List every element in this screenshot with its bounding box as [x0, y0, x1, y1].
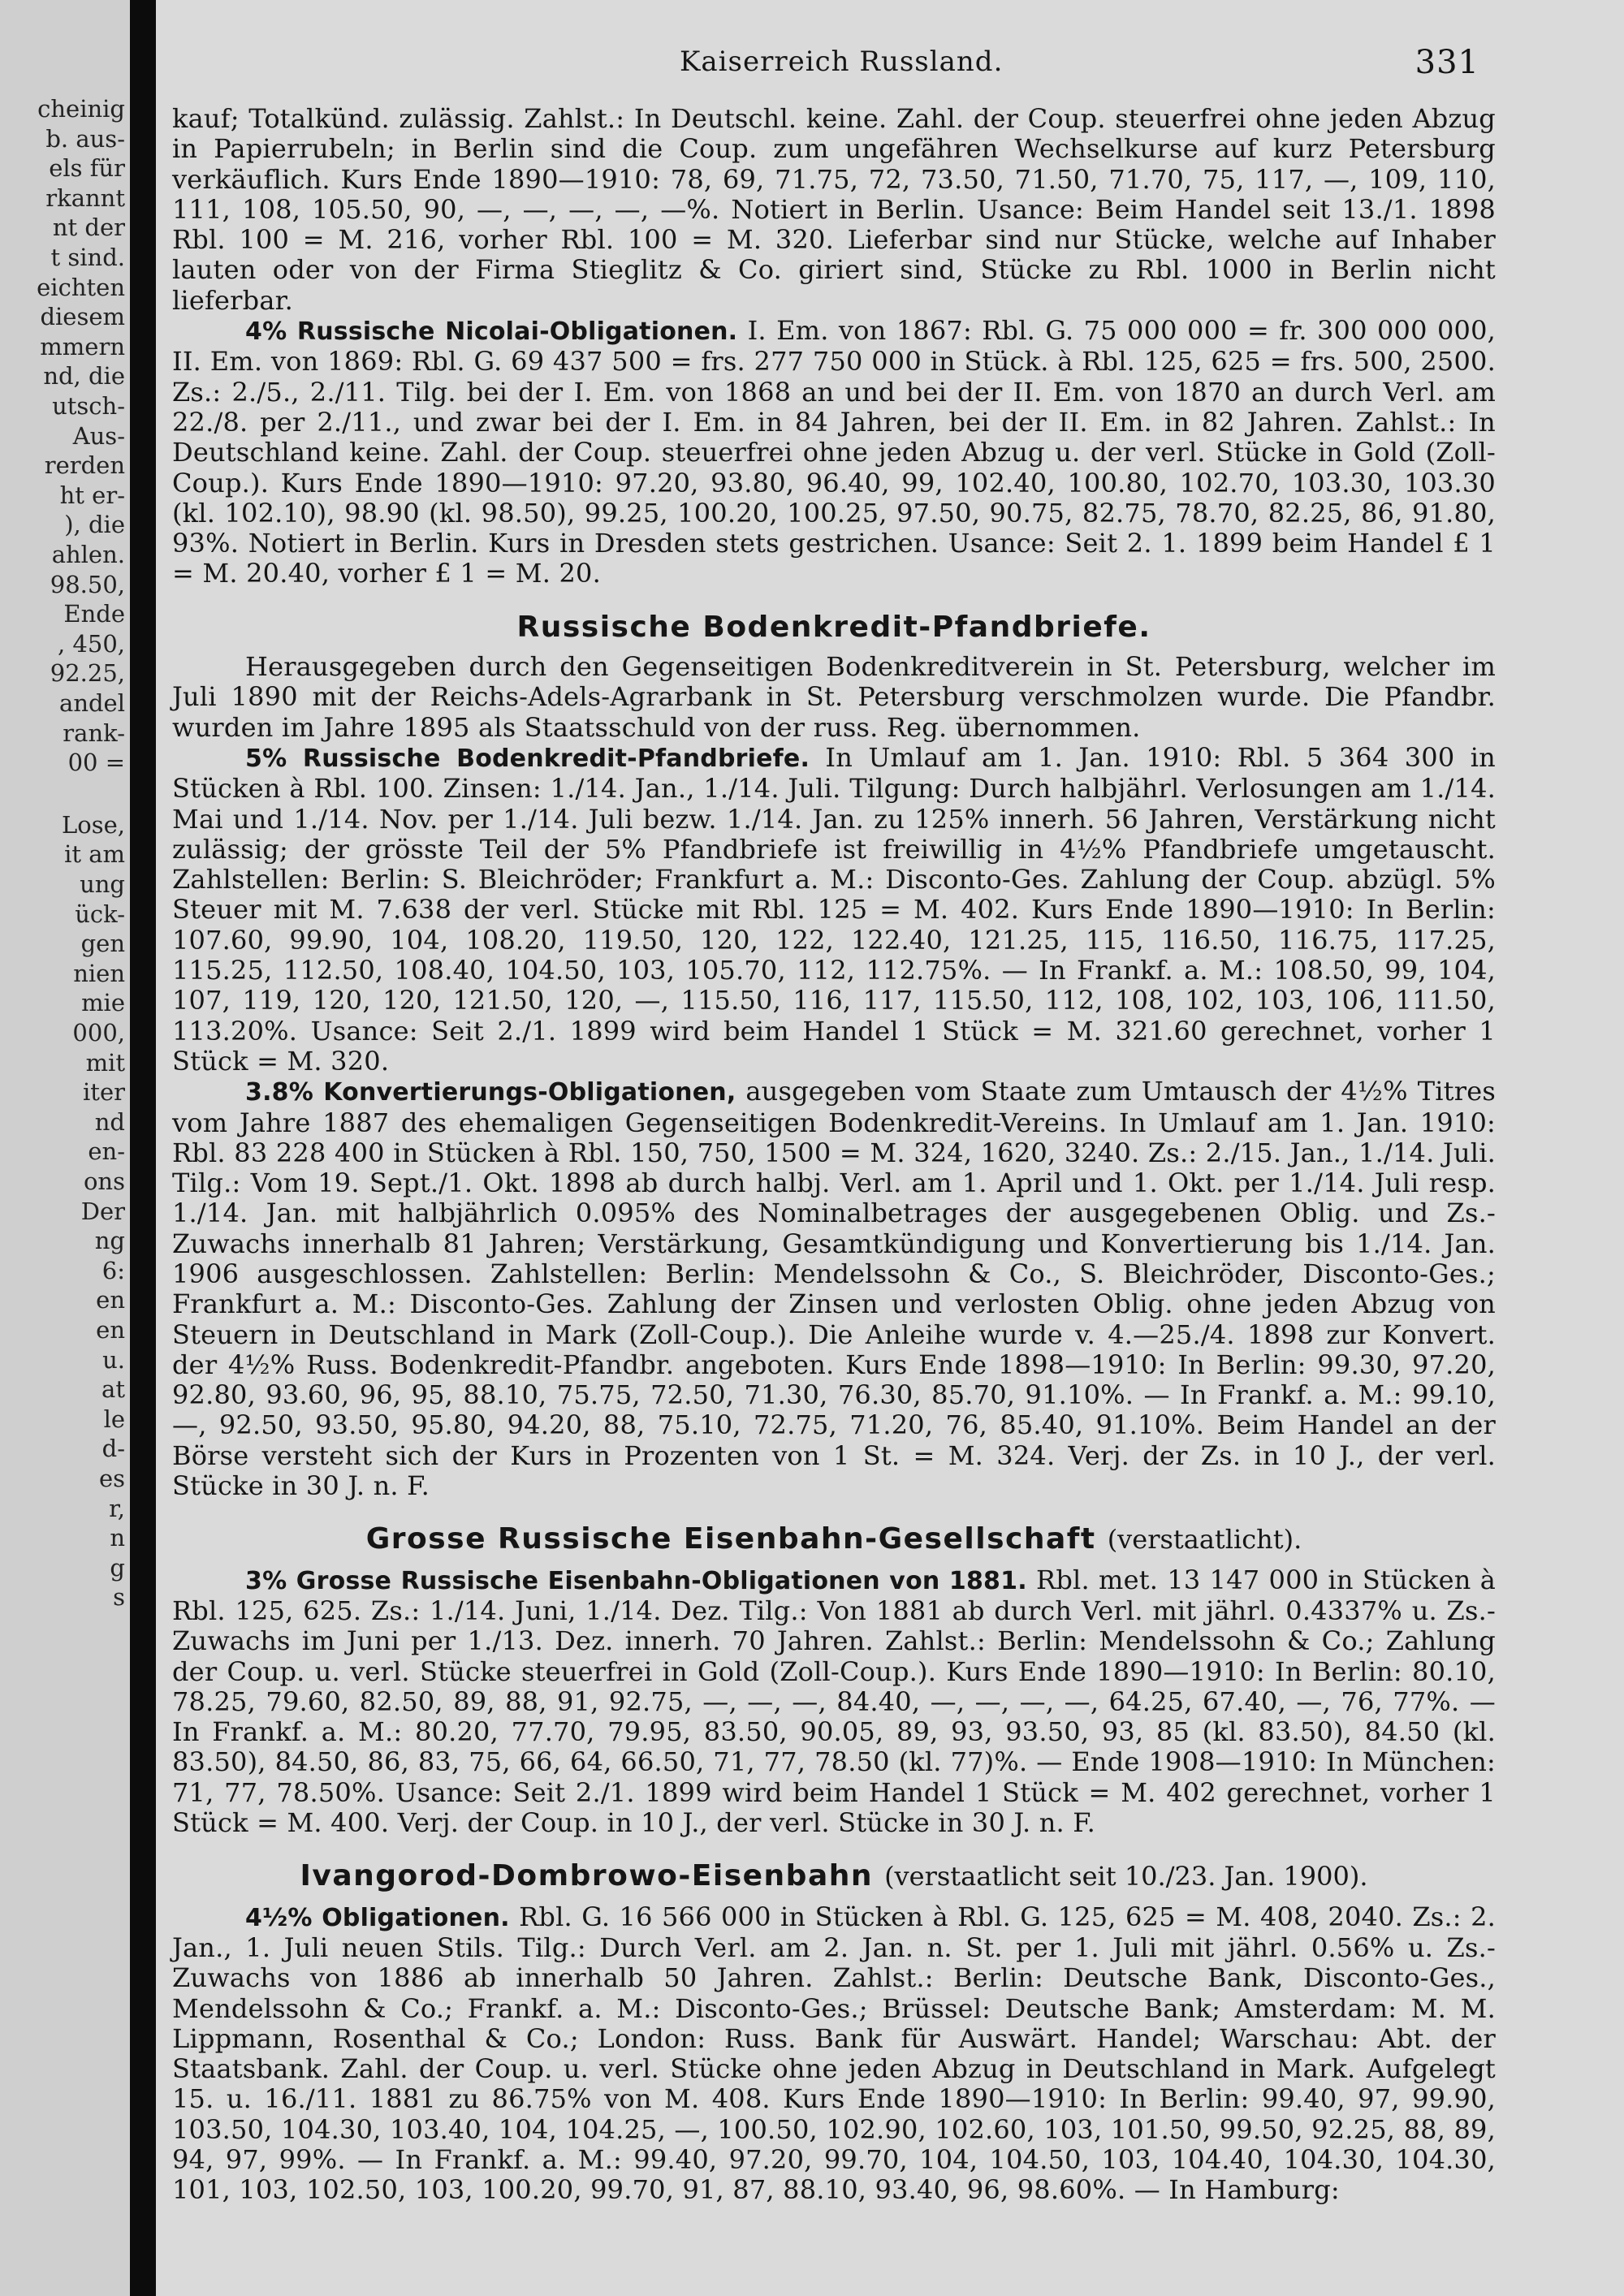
facing-page-fragment: rank-	[63, 719, 125, 747]
paragraph-konvertierungs-obligationen	[172, 1077, 1496, 1501]
facing-page-fragment: eichten	[37, 273, 125, 301]
entry-lead: 4% Russische Nicolai-Obligationen.	[245, 317, 738, 347]
facing-page-fragment: Aus-	[72, 421, 125, 450]
heading-note: (verstaatlicht seit 10./23. Jan. 1900).	[884, 1861, 1368, 1892]
entry-body: I. Em. von 1867: Rbl. G. 75 000 000 = fr. 300 000 000, II. Em. von 1869: Rbl. G. 69 437 500 = frs. 277 750 000 in Stück. à Rbl. 125, 625 = frs. 500, 2500. Zs.: 2./5., 2./11. Tilg. bei der I. Em. von 1868 an und bei der II. Em. von 1870 an durch Verl. am 22./8. per 2./11., und zwar bei der I. Em. in 84 Jahren, bei der II. Em. in 82 Jahren. Zahlst.: In Deutschland keine. Zahl. der Coup. steuerfrei ohne jeden Abzug u. der verl. Stücke in Gold (Zoll-Coup.). Kurs Ende 1890—1910: 97.20, 93.80, 96.40, 99, 102.40, 100.80, 102.70, 103.30, 103.30 (kl. 102.10), 98.90 (kl. 98.50), 99.25, 100.20, 100.25, 97.50, 90.75, 82.75, 78.70, 82.25, 86, 91.80, 93%. Notiert in Berlin. Kurs in Dresden stets gestrichen. Usance: Seit 2. 1. 1899 beim Handel £ 1 = M. 20.40, vorher £ 1 = M. 20.	[172, 315, 1497, 589]
paragraph-ivangorod-obligationen	[172, 1902, 1496, 2206]
book-page	[156, 0, 1624, 2296]
facing-page-fragment: g	[110, 1553, 125, 1582]
page-number: 331	[1415, 44, 1479, 81]
facing-page-fragment: ahlen.	[51, 541, 125, 568]
facing-page-fragment: b. aus-	[45, 124, 125, 153]
facing-page-fragment: els für	[49, 154, 125, 183]
heading-text: Ivangorod-Dombrowo-Eisenbahn	[300, 1859, 874, 1893]
section-heading-bodenkredit: Russische Bodenkredit-Pfandbriefe.	[516, 610, 1151, 644]
facing-page-fragment: en	[96, 1316, 125, 1344]
facing-page-fragment: 00 =	[67, 749, 125, 777]
entry-lead: 3% Grosse Russische Eisenbahn-Obligationen von 1881.	[245, 1566, 1027, 1595]
facing-page-fragment: it am	[64, 840, 125, 869]
facing-page-fragment: ng	[94, 1227, 125, 1255]
facing-page-fragment: en-	[88, 1137, 125, 1166]
facing-page-fragment: ung	[80, 870, 125, 898]
facing-page-fragment: 000,	[72, 1019, 125, 1047]
facing-page-fragment: utsch-	[52, 392, 125, 420]
facing-page-edge	[0, 0, 130, 2296]
page-content	[172, 104, 1496, 2206]
paragraph-continued: kauf; Totalkünd. zulässig. Zahlst.: In Deutschl. keine. Zahl. der Coup. steuerfrei ohne jeden Abzug in Papierrubeln; in Berlin sind die Coup. zum ungefähren Wechselkurse auf kurz Petersburg verkäuflich. Kurs Ende 1890—1910: 78, 69, 71.75, 72, 73.50, 71.50, 71.70, 75, 117, —, 109, 110, 111, 108, 105.50, 90, —, —, —, —, —%. Notiert in Berlin. Usance: Beim Handel seit 13./1. 1898 Rbl. 100 = M. 216, vorher Rbl. 100 = M. 320. Lieferbar sind nur Stücke, welche auf Inhaber lauten oder von der Firma Stieglitz & Co. giriert sind, Stücke zu Rbl. 1000 in Berlin nicht lieferbar.	[172, 103, 1496, 316]
facing-page-fragment: r,	[109, 1494, 125, 1522]
entry-lead: 4½% Obligationen.	[245, 1903, 510, 1932]
facing-page-fragment: ), die	[64, 511, 125, 539]
facing-page-fragment: rerden	[44, 451, 125, 480]
facing-page-fragment: u.	[102, 1345, 125, 1374]
entry-body: Rbl. met. 13 147 000 in Stücken à Rbl. 125, 625. Zs.: 1./14. Juni, 1./14. Dez. Tilg.: Von 1881 ab durch Verl. mit jährl. 0.4337% u. Zs.-Zuwachs im Juni per 1./13. Dez. innerh. 70 Jahren. Zahlst.: Berlin: Mendelssohn & Co.; Zahlung der Coup. u. verl. Stücke steuerfrei in Gold (Zoll-Coup.). Kurs Ende 1890—1910: In Berlin: 80.10, 78.25, 79.60, 82.50, 89, 88, 91, 92.75, —, —, —, 84.40, —, —, —, —, 64.25, 67.40, —, 76, 77%. — In Frankf. a. M.: 80.20, 77.70, 79.95, 83.50, 90.05, 89, 93, 93.50, 93, 85 (kl. 83.50), 84.50 (kl. 83.50), 84.50, 86, 83, 75, 66, 64, 66.50, 71, 77, 78.50 (kl. 77)%. — Ende 1908—1910: In München: 71, 77, 78.50%. Usance: Seit 2./1. 1899 wird beim Handel 1 Stück = M. 402 gerechnet, vorher 1 Stück = M. 400. Verj. der Coup. in 10 J., der verl. Stücke in 30 J. n. F.	[172, 1564, 1497, 1839]
paragraph-nicolai-obligationen	[172, 316, 1496, 589]
running-header	[156, 45, 1624, 86]
facing-page-fragment: at	[102, 1375, 125, 1404]
entry-body: In Umlauf am 1. Jan. 1910: Rbl. 5 364 300 in Stücken à Rbl. 100. Zinsen: 1./14. Jan., 1./14. Juli. Tilgung: Durch halbjährl. Verlosungen am 1./14. Mai und 1./14. Nov. per 1./14. Juli bezw. 1./14. Jan. zu 125% innerh. 56 Jahren, Verstärkung nicht zulässig; der grösste Teil der 5% Pfandbriefe ist freiwillig in 4½% Pfandbriefe umgetauscht. Zahlstellen: Berlin: S. Bleichröder; Frankfurt a. M.: Disconto-Ges. Zahlung der Coup. abzügl. 5% Steuer mit M. 7.638 der verl. Stücke mit Rbl. 125 = M. 402. Kurs Ende 1890—1910: In Berlin: 107.60, 99.90, 104, 108.20, 119.50, 120, 122, 122.40, 121.25, 115, 116.50, 116.75, 117.25, 115.25, 112.50, 108.40, 104.50, 103, 105.70, 112, 112.75%. — In Frankf. a. M.: 108.50, 99, 104, 107, 119, 120, 120, 121.50, 120, —, 115.50, 116, 117, 115.50, 112, 108, 102, 103, 106, 111.50, 113.20%. Usance: Seit 2./1. 1899 wird beim Handel 1 Stück = M. 321.60 gerechnet, vorher 1 Stück = M. 320.	[172, 741, 1496, 1077]
heading-text: Grosse Russische Eisenbahn-Gesellschaft	[365, 1522, 1096, 1556]
section-heading-ivangorod	[172, 1861, 1496, 1892]
section-heading-grosse-eisenbahn	[172, 1524, 1496, 1555]
facing-page-fragment: ück-	[75, 900, 125, 928]
entry-body: Rbl. G. 16 566 000 in Stücken à Rbl. G. 125, 625 = M. 408, 2040. Zs.: 2. Jan., 1. Juli neuen Stils. Tilg.: Durch Verl. am 2. Jan. n. St. per 1. Juli mit jährl. 0.56% u. Zs.-Zuwachs von 1886 ab innerhalb 50 Jahren. Zahlst.: Berlin: Deutsche Bank, Disconto-Ges., Mendelssohn & Co.; Frankf. a. M.: Disconto-Ges.; Brüssel: Deutsche Bank; Amsterdam: M. M. Lippmann, Rosenthal & Co.; London: Russ. Bank für Auswärt. Handel; Warschau: Abt. der Staatsbank. Zahl. der Coup. u. verl. Stücke ohne jeden Abzug in Deutschland in Mark. Aufgelegt 15. u. 16./11. 1881 zu 86.75% von M. 408. Kurs Ende 1890—1910: In Berlin: 99.40, 97, 99.90, 103.50, 104.30, 103.40, 104, 104.25, —, 100.50, 102.90, 102.60, 103, 101.50, 99.50, 92.25, 88, 89, 94, 97, 99%. — In Frankf. a. M.: 99.40, 97.20, 99.70, 104, 104.50, 103, 104.40, 104.30, 104.30, 101, 103, 102.50, 103, 100.20, 99.70, 91, 87, 88.10, 93.40, 96, 98.60%. — In Hamburg:	[172, 1901, 1496, 2206]
entry-lead: 5% Russische Bodenkredit-Pfandbriefe.	[245, 744, 810, 773]
facing-page-fragment: rkannt	[45, 183, 125, 212]
facing-page-fragment: Ende	[63, 600, 125, 628]
entry-lead: 3.8% Konvertierungs-Obligationen,	[245, 1078, 736, 1107]
facing-page-fragment: , 450,	[57, 629, 125, 658]
facing-page-fragment: 6:	[102, 1256, 125, 1284]
facing-page-fragment: le	[103, 1405, 125, 1433]
facing-page-fragment: gen	[80, 930, 125, 958]
heading-note: (verstaatlicht).	[1107, 1524, 1302, 1556]
facing-page-fragment: s	[113, 1583, 125, 1612]
entry-body: ausgegeben vom Staate zum Umtausch der 4½% Titres vom Jahre 1887 des ehemaligen Gegenseitigen Bodenkredit-Vereins. In Umlauf am 1. Jan. 1910: Rbl. 83 228 400 in Stücken à Rbl. 150, 750, 1500 = M. 324, 1620, 3240. Zs.: 2./15. Jan., 1./14. Juli. Tilg.: Vom 19. Sept./1. Okt. 1898 ab durch halbj. Verl. am 1. April und 1. Okt. per 1./14. Juli resp. 1./14. Jan. mit halbjährlich 0.095% des Nominalbetrages der ausgegebenen Oblig. und Zs.-Zuwachs innerhalb 81 Jahren; Verstärkung, Gesamtkündigung und Konvertierung bis 1./14. Jan. 1906 ausgeschlossen. Zahlstellen: Berlin: Mendelssohn & Co., S. Bleichröder, Disconto-Ges.; Frankfurt a. M.: Disconto-Ges. Zahlung der Zinsen und verlosten Oblig. ohne jeden Abzug von Steuern in Deutschland in Mark (Zoll-Coup.). Die Anleihe wurde v. 4.—25./4. 1898 zur Konvert. der 4½% Russ. Bodenkredit-Pfandbr. angeboten. Kurs Ende 1898—1910: In Berlin: 99.30, 97.20, 92.80, 93.60, 96, 95, 88.10, 75.75, 72.50, 71.30, 76.30, 85.70, 91.10%. — In Frankf. a. M.: 99.10, —, 92.50, 93.50, 95.80, 94.20, 88, 75.10, 72.75, 71.20, 76, 85.40, 91.10%. Beim Handel an der Börse versteht sich der Kurs in Prozenten von 1 St. = M. 324. Verj. der Zs. in 10 J., der verl. Stücke in 30 J. n. F.	[172, 1076, 1496, 1502]
facing-page-fragment: nien	[73, 959, 125, 987]
facing-page-fragment: cheinig	[37, 95, 125, 123]
facing-page-fragment: diesem	[40, 303, 125, 331]
facing-page-fragment: iter	[83, 1078, 125, 1107]
facing-page-fragment: Der	[80, 1197, 125, 1225]
book-spine	[130, 0, 156, 2296]
paragraph-eisenbahn-obligationen	[172, 1565, 1496, 1839]
facing-page-fragment: en	[96, 1286, 125, 1314]
facing-page-fragment: mit	[85, 1048, 125, 1077]
facing-page-fragment: mmern	[40, 332, 125, 360]
facing-page-fragment: ht er-	[59, 481, 125, 509]
facing-page-fragment: mie	[81, 989, 125, 1017]
paragraph-bodenkredit-intro: Herausgegeben durch den Gegenseitigen Bodenkreditverein in St. Petersburg, welcher im Juli 1890 mit der Reichs-Adels-Agrarbank in St. Petersburg verschmolzen wurde. Die Pfandbr. wurden im Jahre 1895 als Staatsschuld von der russ. Reg. übernommen.	[172, 651, 1496, 743]
facing-page-fragment: d-	[102, 1435, 125, 1463]
facing-page-fragment: ons	[83, 1167, 125, 1195]
facing-page-fragment: Lose,	[62, 810, 125, 839]
facing-page-fragment: andel	[59, 689, 125, 717]
facing-page-fragment: 92.25,	[50, 659, 125, 688]
facing-page-fragment: 98.50,	[50, 570, 125, 598]
facing-page-fragment: nd, die	[43, 362, 125, 391]
facing-page-fragment: nt der	[52, 214, 125, 242]
paragraph-pfandbriefe	[172, 743, 1496, 1077]
running-title: Kaiserreich Russland.	[680, 45, 1004, 78]
facing-page-fragment: n	[110, 1524, 125, 1552]
facing-page-fragment: t sind.	[50, 244, 125, 271]
facing-page-fragment: es	[98, 1465, 125, 1492]
facing-page-fragment: nd	[94, 1107, 125, 1136]
